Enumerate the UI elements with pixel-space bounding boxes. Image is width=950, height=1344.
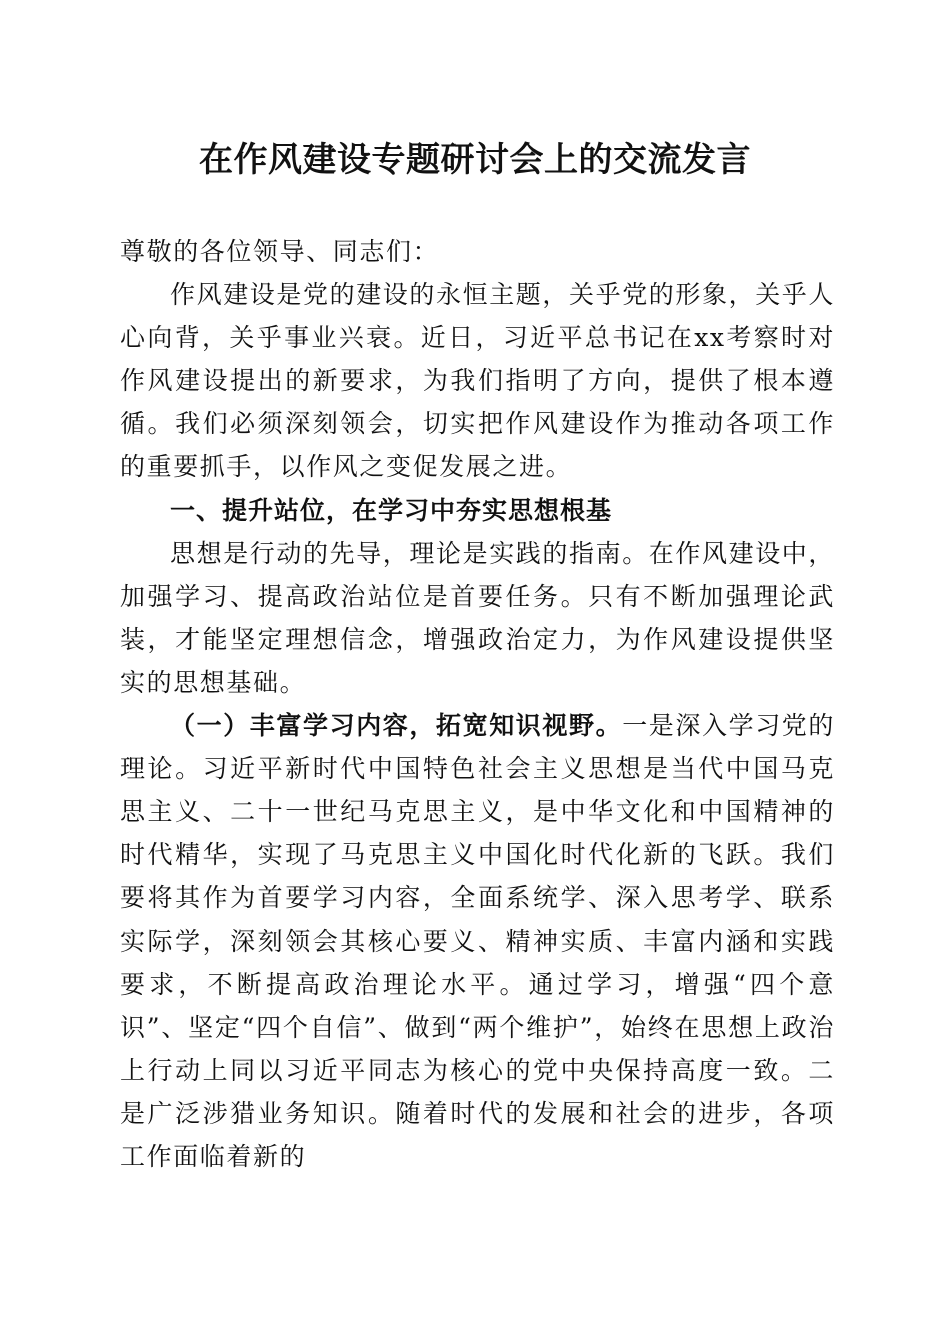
subsection-paragraph [120, 704, 835, 1178]
salutation: 尊敬的各位领导、同志们： [120, 237, 440, 266]
intro-paragraph: 作风建设是党的建设的永恒主题，关乎党的形象，关乎人心向背，关乎事业兴衰。近日，习近平总书记在xx考察时对作风建设提出的新要求，为我们指明了方向，提供了根本遵循。我们必须深刻领会，切实把作风建设作为推动各项工作的重要抓手，以作风之变促发展之进。 [120, 280, 836, 482]
subsection-text: 一是深入学习党的理论。习近平新时代中国特色社会主义思想是当代中国马克思主义、二十一世纪马克思主义，是中华文化和中国精神的时代精华，实现了马克思主义中国化时代化新的飞跃。我们要将其作为首要学习内容，全面系统学、深入思考学、联系实际学，深刻领会其核心要义、精神实质、丰富内涵和实践要求，不断提高政治理论水平。通过学习，增强“四个意识”、坚定“四个自信”、做到“两个维护”，始终在思想上政治上行动上同以习近平同志为核心的党中央保持高度一致。二是广泛涉猎业务知识。随着时代的发展和社会的进步，各项工作面临着新的 [120, 711, 836, 1171]
document-title: 在作风建设专题研讨会上的交流发言 [199, 140, 751, 180]
section-heading: 一、提升站位，在学习中夯实思想根基 [170, 495, 613, 525]
document-body [120, 230, 835, 1178]
subsection-heading: （一）丰富学习内容，拓宽知识视野。 [170, 711, 623, 741]
section-paragraph: 思想是行动的先导，理论是实践的指南。在作风建设中，加强学习、提高政治站位是首要任务。只有不断加强理论武装，才能坚定理想信念，增强政治定力，为作风建设提供坚实的思想基础。 [120, 538, 836, 697]
